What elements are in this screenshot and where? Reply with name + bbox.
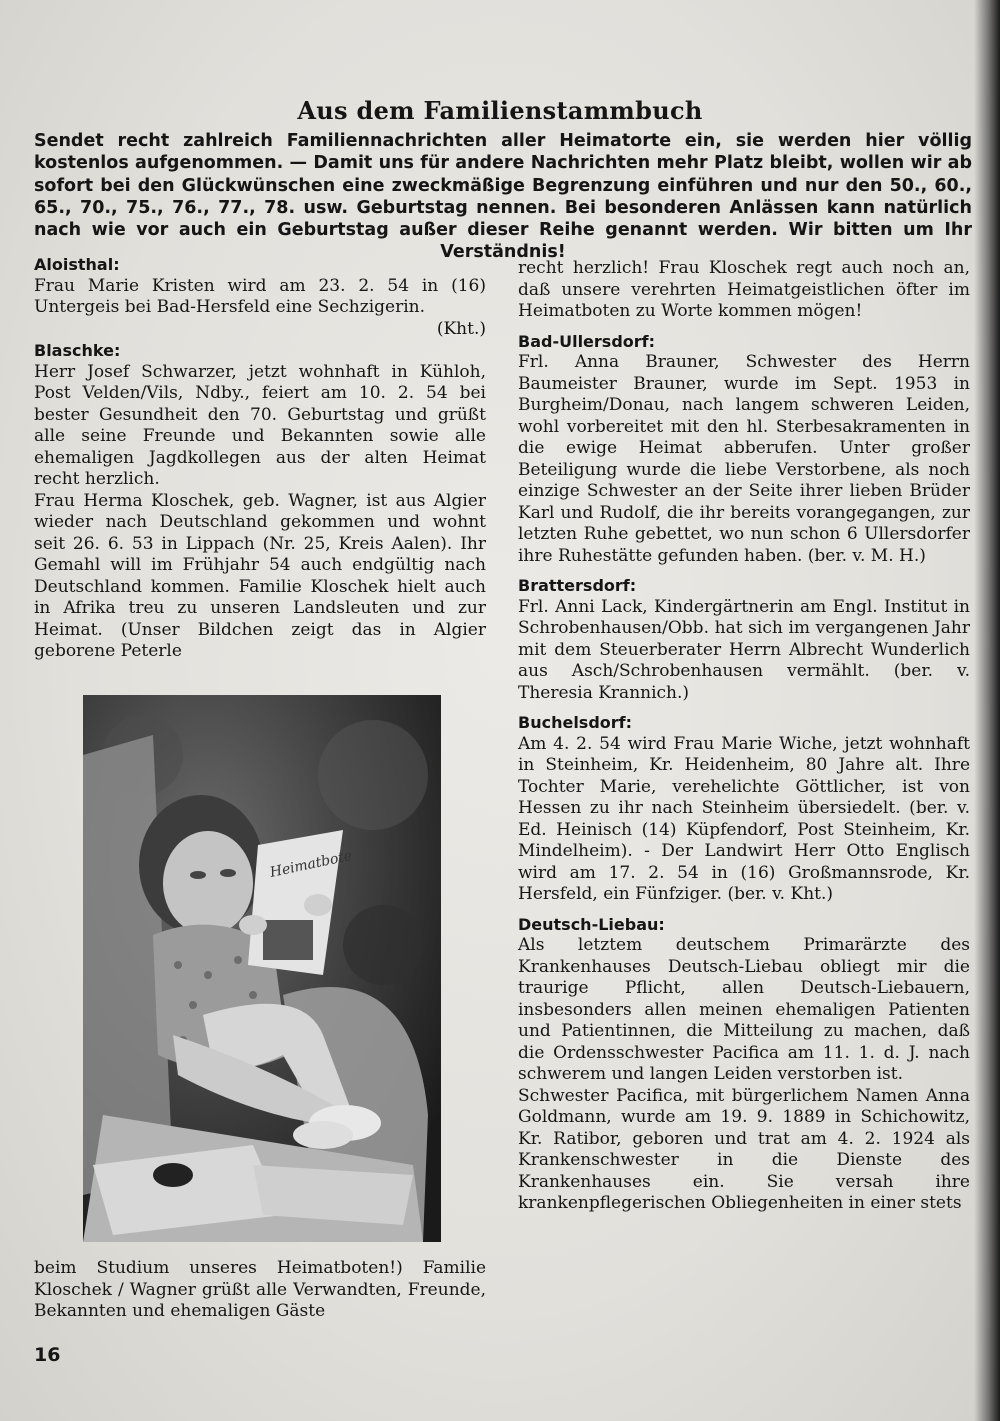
- blaschke-text-2: Frau Herma Kloschek, geb. Wagner, ist aus Algier wieder nach Deutschland gekommen und wohnt seit 26. 6. 53 in Lippach (Nr. 25, Kreis Aalen). Ihr Gemahl will im Frühjahr 54 auch endgültig nach Deutschland kommen. Familie Kloschek hielt auch in Afrika treu zu unseren Landsleuten und zur Heimat. (Unser Bildchen zeigt das in Algier geborene Peterle: [34, 490, 486, 661]
- blaschke-text-3: beim Studium unseres Heimatboten!) Familie Kloschek / Wagner grüßt alle Verwandten, Freunde, Bekannten und ehemaligen Gäste: [34, 1258, 486, 1321]
- continued-text: recht herzlich! Frau Kloschek regt auch noch an, daß unsere verehrten Heimatgeistlichen öfter im Heimatboten zu Worte kommen mögen!: [518, 258, 970, 321]
- section-heading-blaschke: Blaschke:: [34, 341, 121, 360]
- bad-ullersdorf-text: Frl. Anna Brauner, Schwester des Herrn Baumeister Brauner, wurde im Sept. 1953 in Burgheim/Donau, nach langem schweren Leiden, wohl vorbereitet mit den hl. Sterbesakramenten in die ewige Heimat abberufen. Unter großer Beteiligung wurde die liebe Verstorbene, als noch einzige Schwester an der Seite ihrer lieben Brüder Karl und Rudolf, die ihr bereits vorangegangen, zur letzten Ruhe gebettet, wo nun schon 6 Ullersdorfer ihre Ruhestätte gefunden haben. (ber. v. M. H.): [518, 352, 970, 566]
- aloisthal-source: (Kht.): [436, 318, 486, 339]
- blaschke-text-1: Herr Josef Schwarzer, jetzt wohnhaft in Kühloh, Post Velden/Vils, Ndby., feiert am 10. 2. 54 bei bester Gesundheit den 70. Geburtstag und grüßt alle seine Freunde und Bekannten sowie alle ehemaligen Jagdkollegen aus der alten Heimat recht herzlich.: [34, 361, 486, 489]
- page-title: Aus dem Familienstammbuch: [297, 96, 703, 125]
- aloisthal-text: Frau Marie Kristen wird am 23. 2. 54 in (16) Untergeis bei Bad-Hersfeld eine Sechzigerin.: [34, 275, 486, 317]
- intro-notice: Sendet recht zahlreich Familiennachrichten aller Heimatorte ein, sie werden hier völlig kostenlos aufgenommen. — Damit uns für andere Nachrichten mehr Platz bleibt, wollen wir ab sofort bei den Glückwünschen eine zweckmäßige Begrenzung einführen und nur den 50., 60., 65., 70., 75., 76., 77., 78. usw. Geburtstag nennen. Bei besonderen Anlässen kann natürlich nach wie vor auch ein Geburtstag außer dieser Reihe genannt werden. Wir bitten um Ihr Verständnis!: [34, 131, 972, 263]
- child-reading-photo: [83, 695, 441, 1242]
- newspaper-masthead: Heimatbote: [268, 847, 354, 881]
- left-column-continued: [34, 1258, 486, 1323]
- brattersdorf-text: Frl. Anni Lack, Kindergärtnerin am Engl. Institut in Schrobenhausen/Obb. hat sich im vergangenen Jahr mit dem Steuerberater Herrn Albrecht Wunderlich aus Asch/Schrobenhausen vermählt. (ber. v. Theresia Krannich.): [518, 596, 970, 703]
- deutsch-liebau-text-1: Als letztem deutschem Primarärzte des Krankenhauses Deutsch-Liebau obliegt mir die traurige Pflicht, allen Deutsch-Liebauern, insbesonders allen meinen ehemaligen Patienten und Patientinnen, die Mitteilung zu machen, daß die Ordensschwester Pacifica am 11. 1. d. J. nach schwerem und langen Leiden verstorben ist.: [518, 935, 970, 1084]
- page-number: 16: [34, 1344, 61, 1366]
- page-edge-shadow: [974, 0, 1000, 1421]
- section-heading-buchelsdorf: Buchelsdorf:: [518, 713, 633, 732]
- photo-illustration: [83, 695, 441, 1242]
- section-heading-deutsch-liebau: Deutsch-Liebau:: [518, 914, 665, 934]
- right-column: [518, 258, 970, 1215]
- section-heading-brattersdorf: Brattersdorf:: [518, 576, 637, 595]
- section-heading-aloisthal: Aloisthal:: [34, 255, 120, 274]
- deutsch-liebau-text-2: Schwester Pacifica, mit bürgerlichem Namen Anna Goldmann, wurde am 19. 9. 1889 in Schichowitz, Kr. Ratibor, geboren und trat am 4. 2. 1924 als Krankenschwester in die Dienste des Krankenhauses ein. Sie versah ihre krankenpflegerischen Obliegenheiten in einer stets: [518, 1085, 970, 1213]
- section-heading-bad-ullersdorf: Bad-Ullersdorf:: [518, 331, 656, 351]
- buchelsdorf-text: Am 4. 2. 54 wird Frau Marie Wiche, jetzt wohnhaft in Steinheim, Kr. Heidenheim, 80 Jahre alt. Ihre Tochter Marie, verehelichte Göttlicher, ist von Hessen zu ihr nach Steinheim übersiedelt. (ber. v. Ed. Heinisch (14) Küpfendorf, Post Steinheim, Kr. Mindelheim). - Der Landwirt Herr Otto Englisch wird am 17. 2. 54 in (16) Großmannsrode, Kr. Hersfeld, ein Fünfziger. (ber. v. Kht.): [518, 733, 970, 904]
- left-column: [34, 254, 486, 663]
